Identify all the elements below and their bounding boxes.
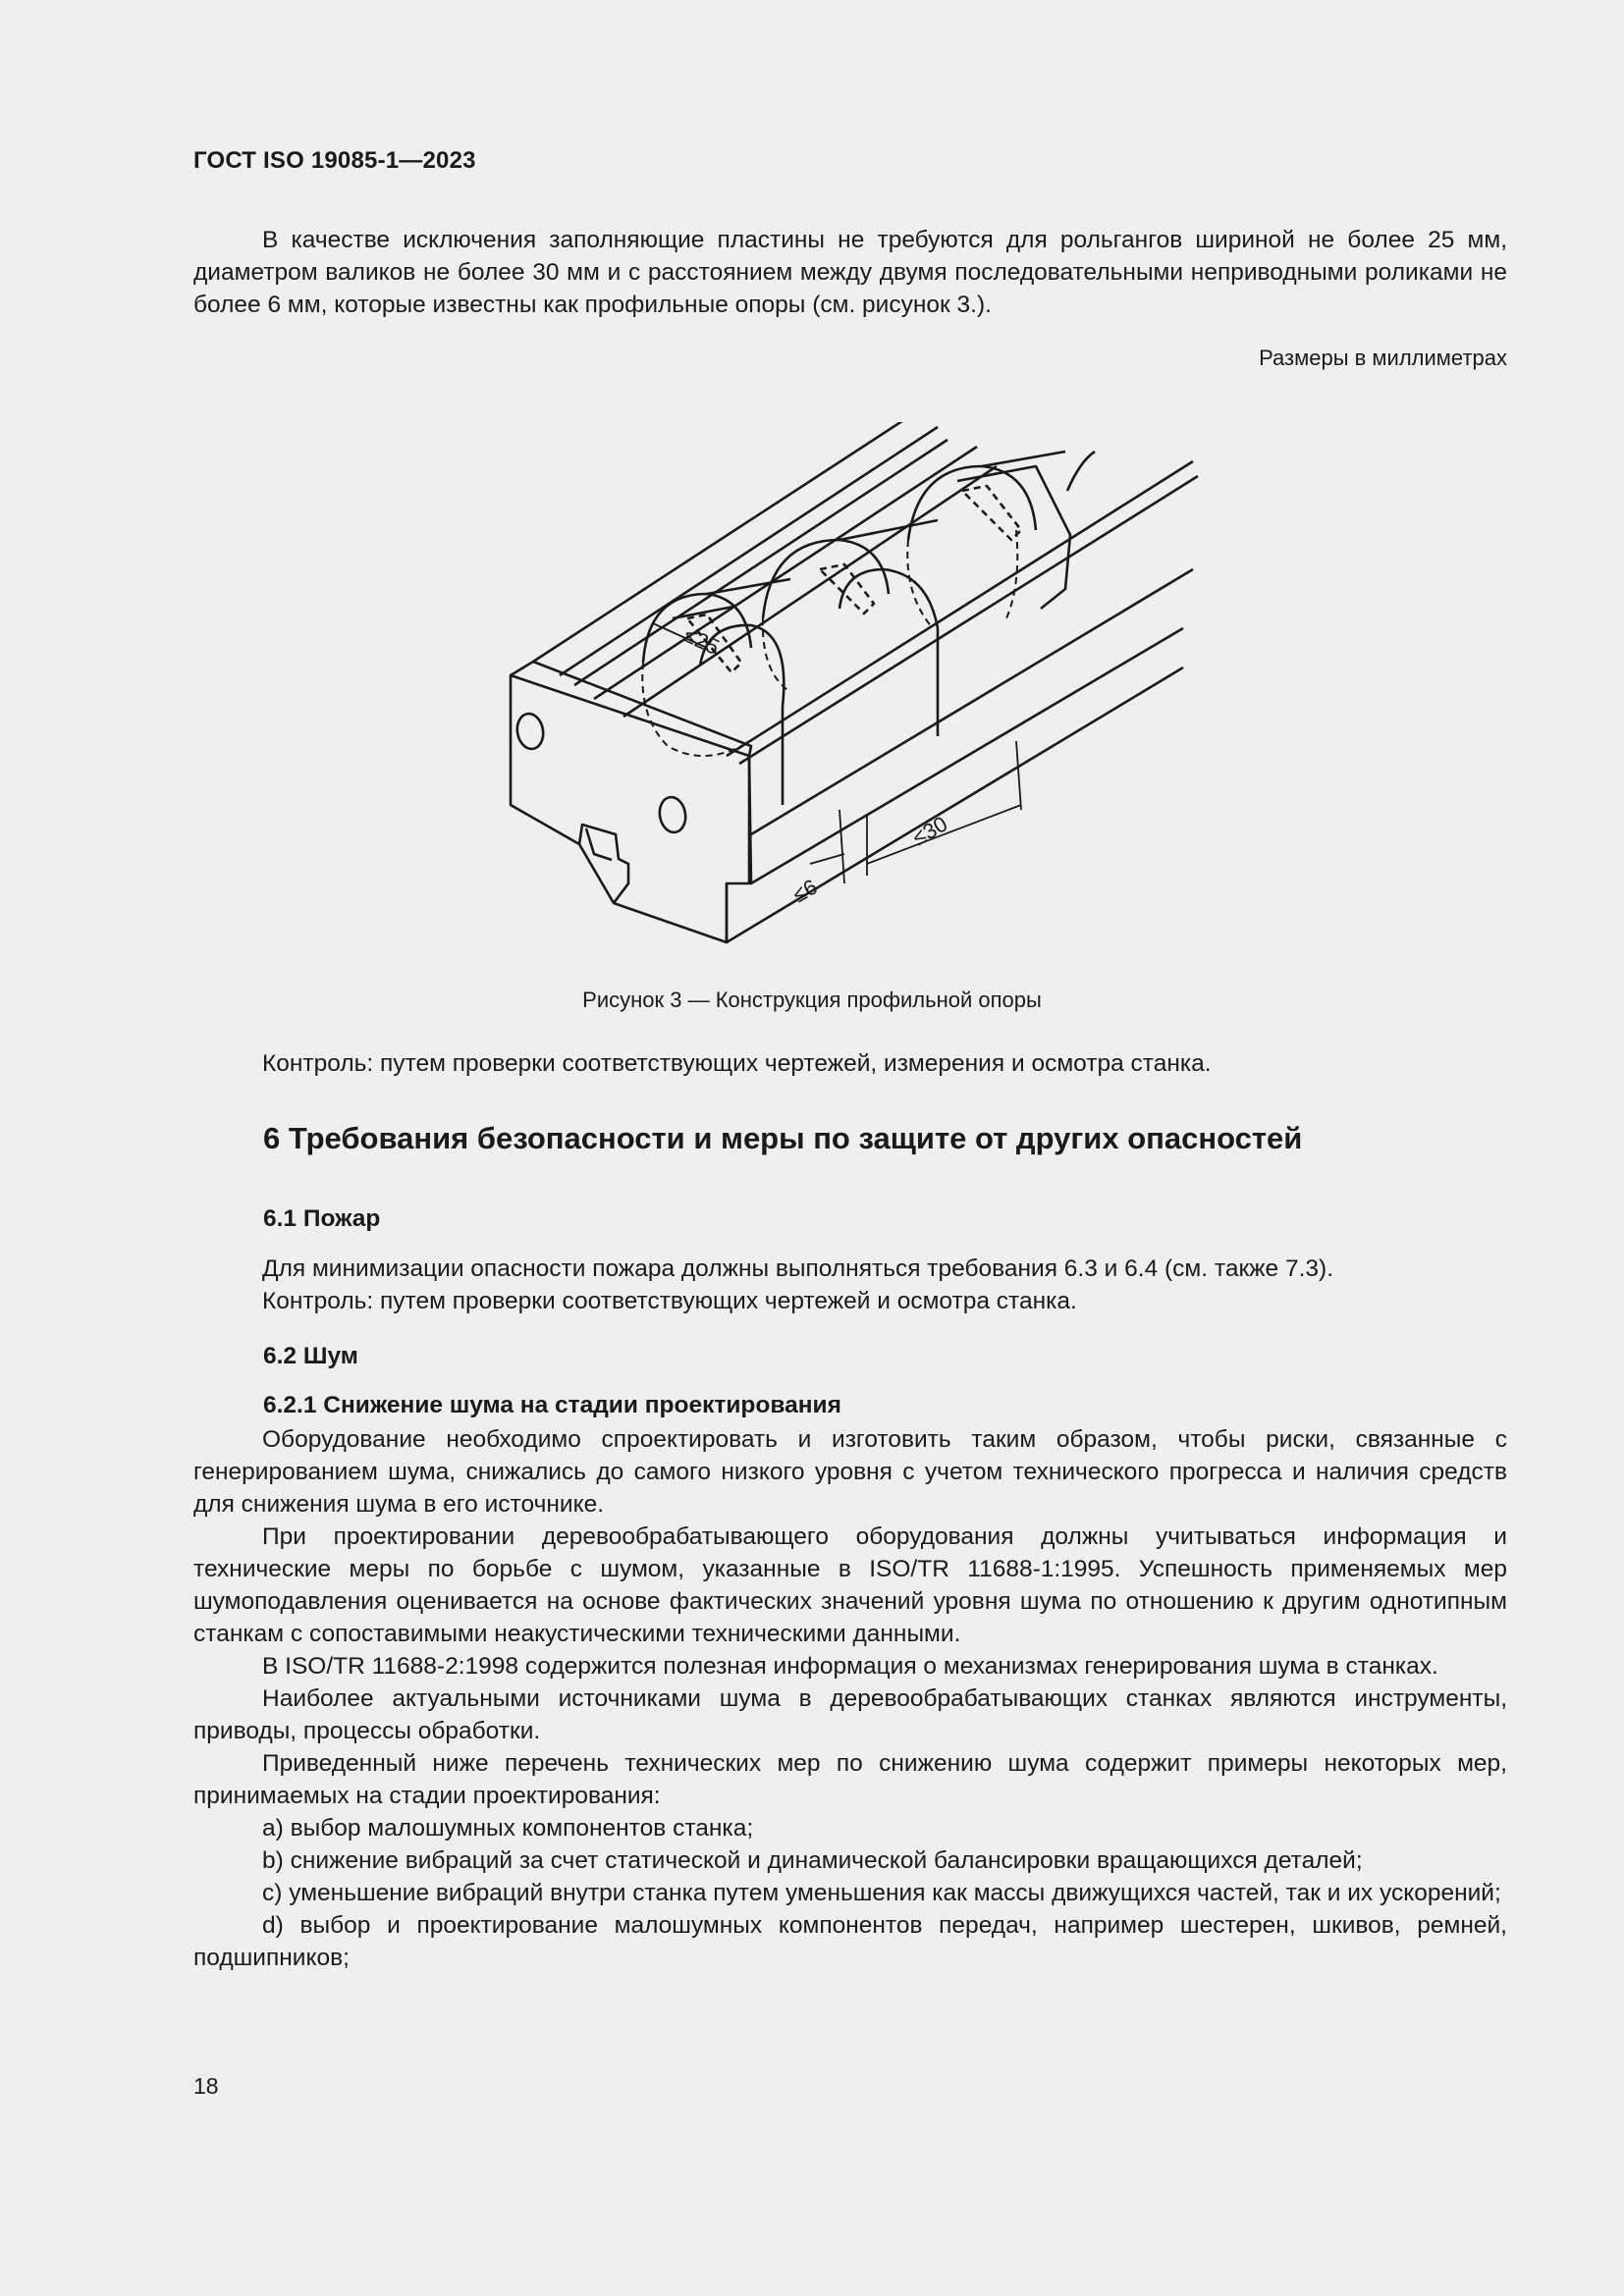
mounting-hole-left — [514, 712, 546, 751]
control-1-block — [193, 1047, 1507, 1080]
section-6-title: 6 Требования безопасности и меры по защите от других опасностей — [263, 1121, 1303, 1155]
list-item: b) снижение вибраций за счет статической и динамической балансировки вращающихся деталей; — [262, 1847, 1363, 1874]
list-item: d) выбор и проектирование малошумных компонентов передач, например шестерен, шкивов, ремней, подшипников; — [193, 1912, 1507, 1971]
intro-paragraph: В качестве исключения заполняющие пластины не требуются для рольгангов шириной не более 25 мм, диаметром валиков не более 30 мм и с расстоянием между двумя последовательными неприводными роликами не более 6 мм, которые известны как профильные опоры (см. рисунок 3.). — [193, 227, 1507, 318]
paragraph: Оборудование необходимо спроектировать и изготовить таким образом, чтобы риски, связанные с генерированием шума, снижались до самого низкого уровня с учетом технического прогресса и наличия средств для снижения шума в его источнике. — [193, 1426, 1507, 1518]
paragraph: Наиболее актуальными источниками шума в деревообрабатывающих станках являются инструменты, приводы, процессы обработки. — [193, 1685, 1507, 1744]
roller-2 — [763, 520, 938, 736]
page-number: 18 — [193, 2073, 219, 2099]
intro-paragraph-block — [193, 224, 1507, 321]
paragraph: Приведенный ниже перечень технических мер по снижению шума содержит примеры некоторых мер, принимаемых на стадии проектирования: — [193, 1750, 1507, 1809]
document-header: ГОСТ ISO 19085-1—2023 — [193, 147, 476, 174]
list-item: c) уменьшение вибраций внутри станка путем уменьшения как массы движущихся частей, так и их ускорений; — [262, 1880, 1501, 1906]
roller-1 — [643, 579, 790, 805]
dimension-label-width: ≤25 — [679, 621, 724, 660]
dimension-lines — [653, 623, 1021, 883]
section-6-2-title: 6.2 Шум — [263, 1343, 358, 1369]
figure-caption: Рисунок 3 — Конструкция профильной опоры — [582, 988, 1042, 1012]
section-6-1-body — [193, 1253, 1507, 1317]
mounting-hole-right — [657, 795, 688, 834]
section-6-1-line1: Для минимизации опасности пожара должны выполняться требования 6.3 и 6.4 (см. также 7.3). — [262, 1255, 1334, 1282]
paragraph: При проектировании деревообрабатывающего оборудования должны учитываться информация и технические меры по борьбе с шумом, указанные в ISO/TR 11688-1:1995. Успешность применяемых мер шумоподавления оценивается на основе фактических значений уровня шума по отношению к другим однотипным станкам с сопоставимыми неакустическими техническими данными. — [193, 1523, 1507, 1647]
list-item: a) выбор малошумных компонентов станка; — [262, 1815, 754, 1842]
control-1-text: Контроль: путем проверки соответствующих чертежей, измерения и осмотра станка. — [262, 1050, 1212, 1077]
rail-front-top — [727, 461, 1193, 756]
section-6-1-title: 6.1 Пожар — [263, 1205, 381, 1232]
section-6-1-line2: Контроль: путем проверки соответствующих чертежей и осмотра станка. — [262, 1288, 1077, 1314]
paragraph: В ISO/TR 11688-2:1998 содержится полезная информация о механизмах генерирования шума в станках. — [262, 1653, 1438, 1680]
dimension-label-gap: ≤6 — [788, 874, 822, 908]
dimension-label-diameter: ≤30 — [908, 811, 952, 851]
dimensions-note: Размеры в миллиметрах — [1259, 346, 1507, 370]
figure-profile-support — [506, 422, 1203, 952]
section-6-2-1-body — [193, 1423, 1507, 1974]
roller-3 — [908, 452, 1095, 609]
section-6-2-1-title: 6.2.1 Снижение шума на стадии проектирования — [263, 1392, 841, 1418]
end-plate — [511, 675, 751, 942]
profile-support-drawing — [506, 422, 1203, 952]
end-plate-notch — [579, 825, 628, 903]
